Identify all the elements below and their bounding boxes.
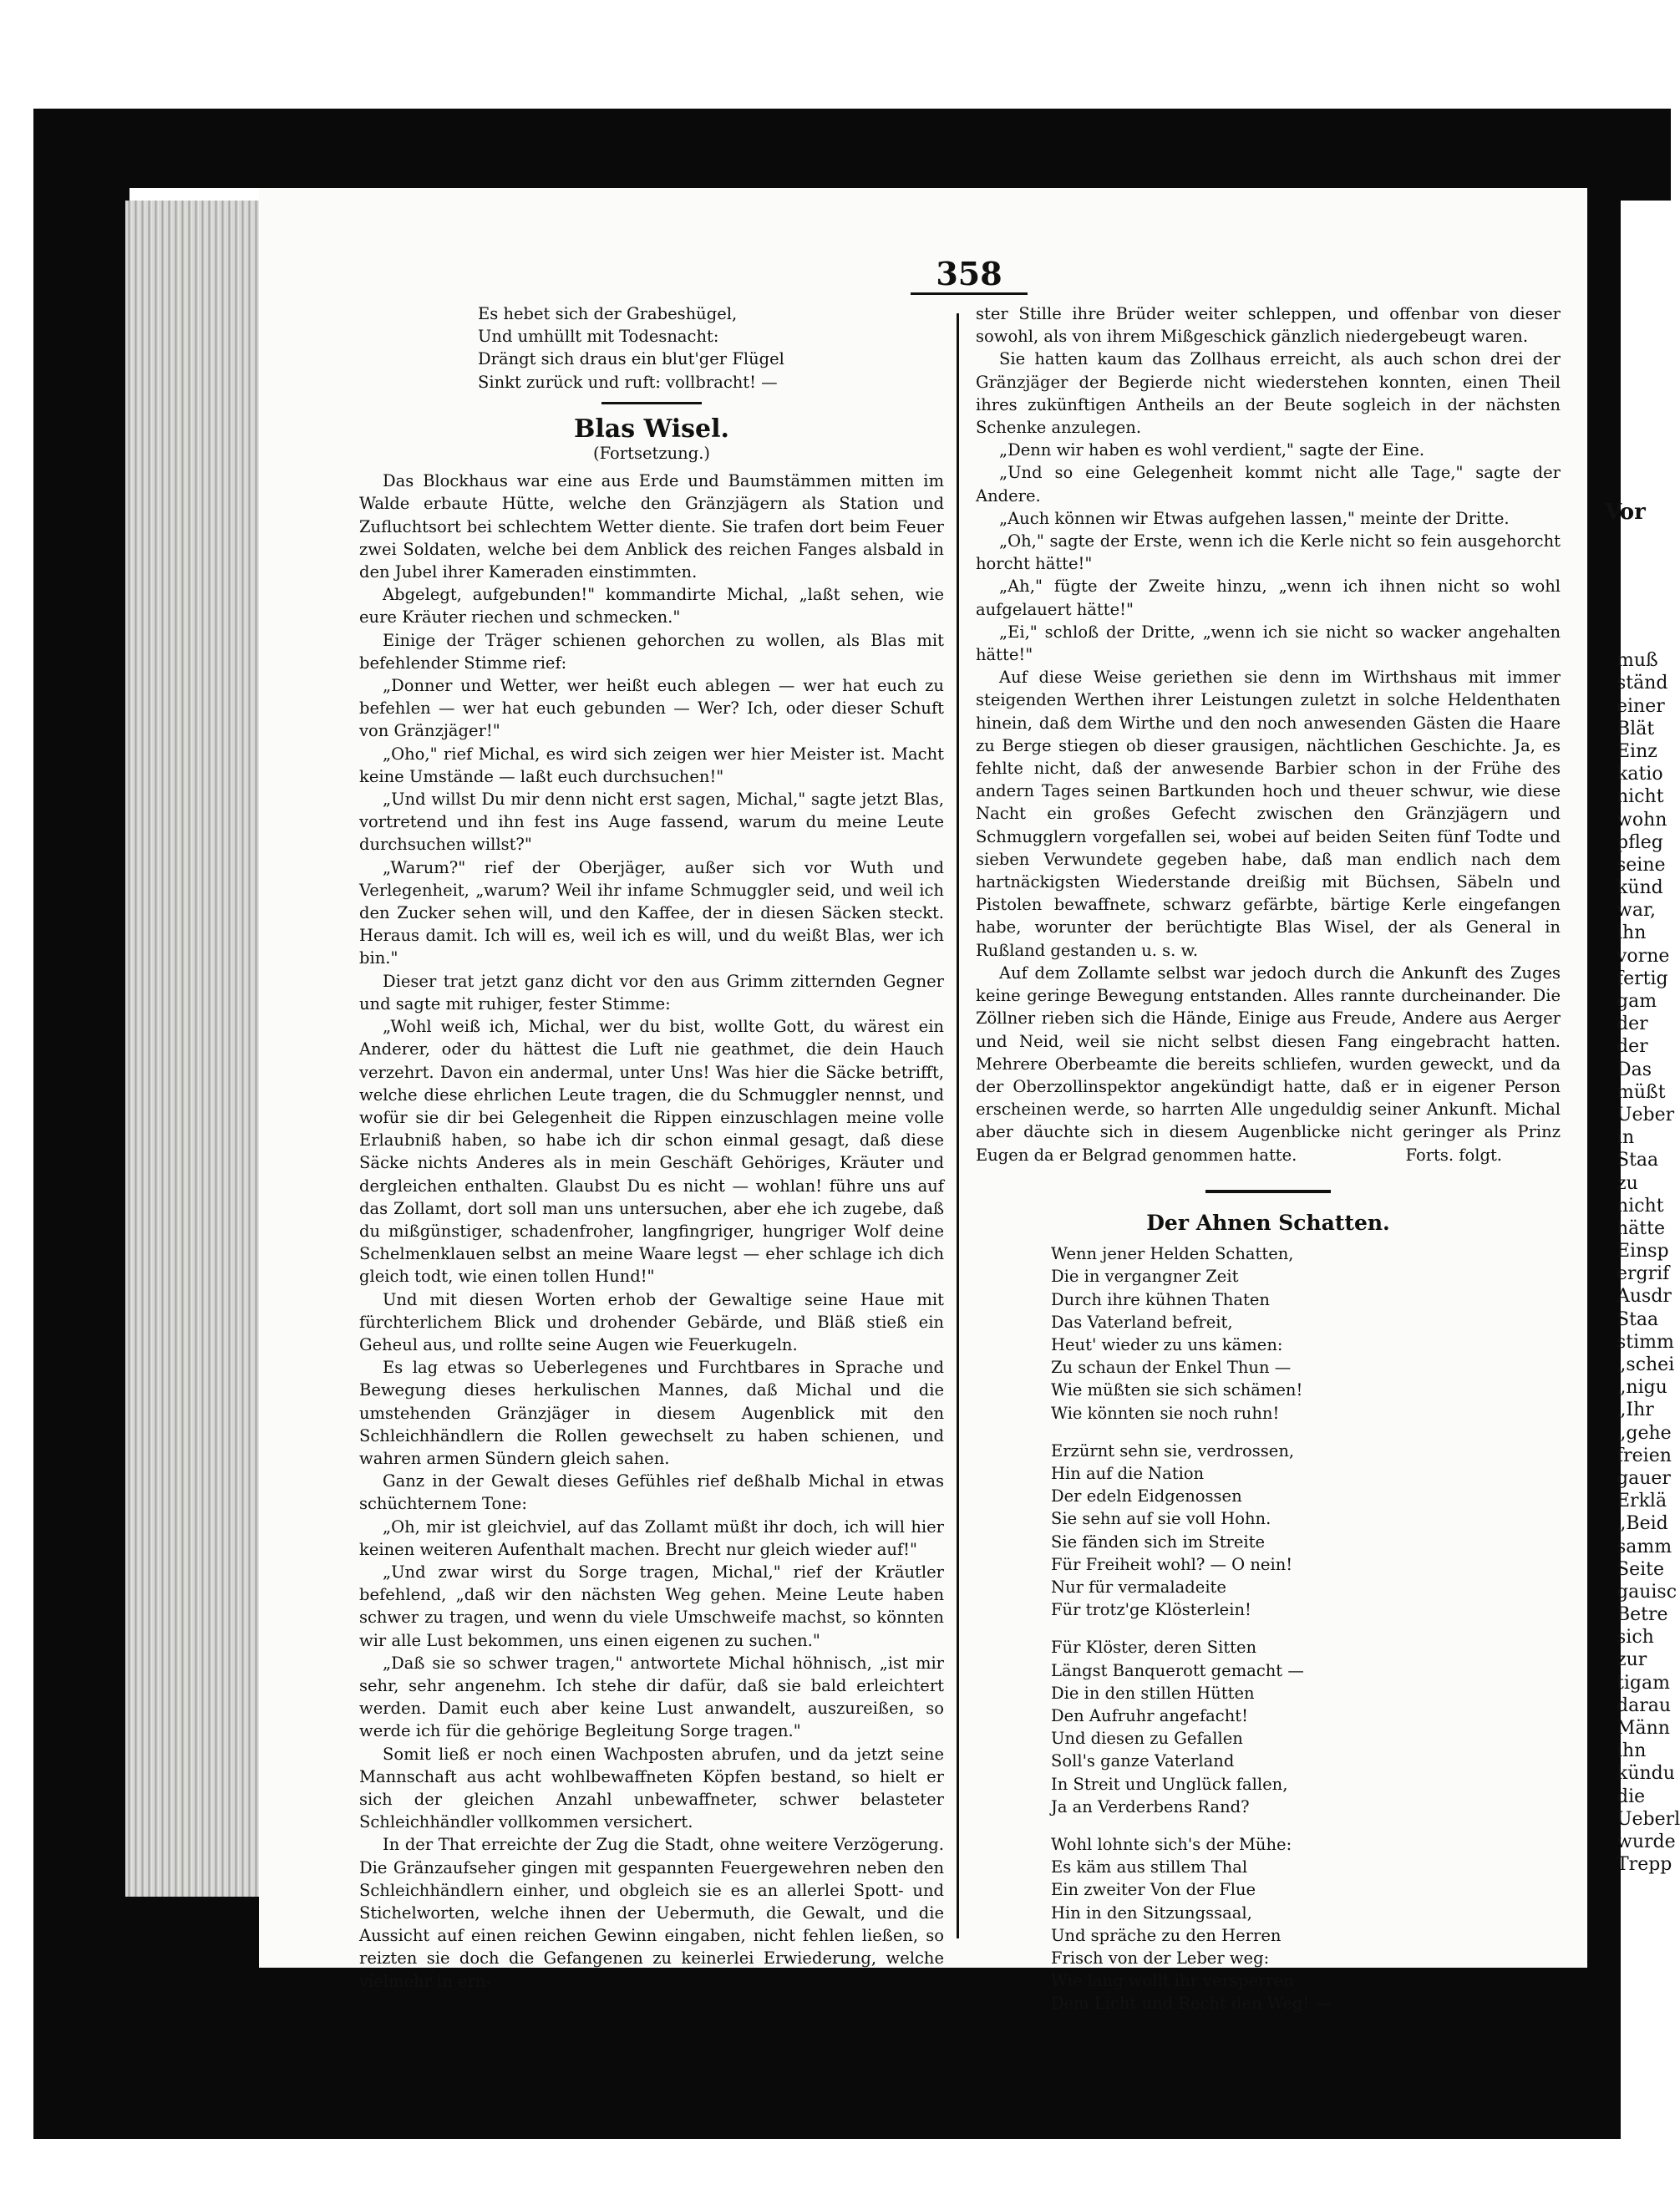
fragment-word: nicht — [1617, 786, 1664, 808]
poem-line: Ein zweiter Von der Flue — [1051, 1880, 1256, 1900]
paragraph: Das Blockhaus war eine aus Erde und Baumstämmen mitten im Walde erbaute Hütte, welche den Gränzjägern als Station und Zufluchtsort bei schlechtem Wetter diente. Sie trafen dort beim Feuer zwei Soldaten, welche bei dem Anblick des reichen Fanges alsbald in den Jubel ihrer Kameraden einstimmten. — [359, 471, 944, 582]
fragment-word: darau — [1617, 1694, 1672, 1716]
poem-line: Es käm aus stillem Thal — [1051, 1857, 1248, 1877]
poem-line: Heut' wieder zu uns kämen: — [1051, 1334, 1283, 1354]
paragraph: Somit ließ er noch einen Wachposten abrufen, und da jetzt seine Mannschaft aus acht wohlbewaffneten Köpfen bestand, so hielt er sich der gleichen Anzahl unbewaffneter, schwer belasteter Schleichhändler vollkommen versichert. — [359, 1744, 944, 1832]
page-number-rule — [911, 292, 1028, 295]
paragraph: „Oho," rief Michal, es wird sich zeigen wer hier Meister ist. Macht keine Umstände — laßt euch durchsuchen!" — [359, 744, 944, 786]
poem-line: Nur für vermaladeite — [1051, 1577, 1226, 1597]
poem-line: Der edeln Eidgenossen — [1051, 1486, 1242, 1506]
paragraph: „Denn wir haben es wohl verdient," sagte der Eine. — [999, 440, 1425, 460]
fragment-word: Ausdr — [1617, 1286, 1672, 1308]
story-continuation: ster Stille ihre Brüder weiter schleppen, und offenbar von dieser sowohl, als von ihrem Mißgeschick gänzlich niedergebeugt waren. — [976, 304, 1561, 347]
poem-line: Ja an Verderbens Rand? — [1051, 1796, 1250, 1816]
fragment-word: ergrif — [1617, 1263, 1670, 1285]
poem-line: Die in den stillen Hütten — [1051, 1683, 1255, 1703]
right-column — [976, 302, 1561, 2030]
fragment-word: „nigu — [1617, 1377, 1667, 1399]
poem-line: Dem Licht und Recht den Weg! — — [1051, 1994, 1331, 2014]
fragment-word: muß — [1617, 650, 1658, 672]
fragment-word: Blät — [1617, 718, 1655, 739]
fragment-word: „Beid — [1617, 1513, 1668, 1535]
fragment-word: katio — [1617, 764, 1663, 785]
scan-top-border — [33, 109, 1671, 188]
story-subtitle: (Fortsetzung.) — [592, 444, 711, 464]
scan-left-border — [33, 109, 129, 2139]
fragment-word: Seite — [1617, 1558, 1664, 1580]
paragraph: In der That erreichte der Zug die Stadt, ohne weitere Verzögerung. Die Gränzaufseher gingen mit gespannten Feuergewehren neben den Schleichhändlern einher, und obgleich sie es an allerlei Spott- und Stichelworten, welche ihnen der Uebermuth, die Gewalt, und die Aussicht auf einen reichen Gewinn eingaben, nicht fehlen ließen, so reizten sie doch die Gefangenen zu keinerlei Erwiederung, welche vielmehr in ern- — [359, 1835, 944, 1991]
paragraph: „Oh, mir ist gleichviel, auf das Zollamt müßt ihr doch, ich will hier keinen weiteren Aufenthalt machen. Brecht nur gleich wieder auf!" — [359, 1517, 944, 1559]
verse-line: Und umhüllt mit Todesnacht: — [478, 327, 719, 347]
paragraph: Auf dem Zollamte selbst war jedoch durch die Ankunft des Zuges keine geringe Bewegung entstanden. Alles rannte durcheinander. Die Zöllner rieben sich die Hände, Einige aus Freude, Andere aus Aerger und Neid, weil sie nicht selbst diesen Fang eingebracht hatten. Mehrere Oberbeamte die bereits schliefen, wurden geweckt, und da der Oberzollinspektor angekündigt hatte, daß er in eigener Person erscheinen werde, so harrten Alle ungeduldig seiner Ankunft. Michal aber däuchte sich in diesem Augenblicke nicht geringer als Prinz Eugen da er Belgrad genommen hatte. — [976, 963, 1561, 1165]
paragraph: „Oh," sagte der Erste, wenn ich die Kerle nicht so fein ausgehorcht horcht hätte!" — [976, 531, 1561, 574]
poem-stanza — [976, 1833, 1561, 2015]
poem-stanza — [976, 1242, 1561, 1425]
fragment-word: war, — [1617, 900, 1657, 922]
poem-line: Hin auf die Nation — [1051, 1463, 1205, 1483]
fragment-word: Staa — [1617, 1150, 1659, 1171]
fragment-word: nicht — [1617, 1195, 1664, 1217]
scan-top-right-corner — [1621, 109, 1671, 201]
fragment-word: hätte — [1617, 1217, 1665, 1239]
fragment-word: Betre — [1617, 1604, 1668, 1626]
verse-line: Drängt sich draus ein blut'ger Flügel — [478, 349, 784, 369]
fragment-word: seine — [1617, 854, 1666, 876]
poem-line: Für trotz'ge Klösterlein! — [1051, 1600, 1251, 1620]
poem-line: Die in vergangner Zeit — [1051, 1267, 1239, 1287]
fragment-word: vorne — [1617, 945, 1670, 967]
poem-line: Das Vaterland befreit, — [1051, 1312, 1233, 1332]
poem-line: Erzürnt sehn sie, verdrossen, — [1051, 1440, 1295, 1461]
fragment-word: fertig — [1617, 968, 1668, 989]
section-separator — [601, 402, 702, 404]
paragraph: „Und so eine Gelegenheit kommt nicht alle Tage," sagte der Andere. — [976, 463, 1561, 506]
fragment-word: zu — [1617, 1172, 1638, 1194]
continued-note: Forts. folgt. — [1405, 1145, 1502, 1165]
paragraph: „Auch können wir Etwas aufgehen lassen," meinte der Dritte. — [999, 508, 1510, 528]
poem-line: Durch ihre kühnen Thaten — [1051, 1289, 1270, 1309]
poem-line: Wie lang wollt ihr versperren — [1051, 1971, 1294, 1991]
poem-line: Wohl lohnte sich's der Mühe: — [1051, 1835, 1292, 1854]
poem-line: Und spräche zu den Herren — [1051, 1925, 1282, 1945]
paragraph: „Warum?" rief der Oberjäger, außer sich vor Wuth und Verlegenheit, „warum? Weil ihr infame Schmuggler seid, und weil ich den Zucker sehen will, und den Kaffee, der in diesen Säcken steckt. Heraus damit. Ich will es, weil ich es will, und du weißt Blas, wer ich bin." — [359, 857, 944, 968]
fragment-word: Staa — [1617, 1308, 1659, 1330]
poem-line: Sie sehn auf sie voll Hohn. — [1051, 1509, 1271, 1529]
fragment-word: in — [1617, 1127, 1635, 1149]
fragment-word: müßt — [1617, 1081, 1666, 1103]
poem-line: Zu schaun der Enkel Thun — — [1051, 1358, 1292, 1378]
poem-line: Für Freiheit wohl? — O nein! — [1051, 1554, 1293, 1574]
poem — [976, 1242, 1561, 2015]
poem-line: Soll's ganze Vaterland — [1051, 1751, 1235, 1771]
fragment-word: Erklä — [1617, 1491, 1667, 1512]
paragraph: Es lag etwas so Ueberlegenes und Furchtbares in Sprache und Bewegung dieses herkulischen Mannes, daß Michal und die umstehenden Gränzjäger in diesem Augenblick mit den Schleichhändlern die Rollen gewechselt zu haben schienen, und wahren armen Sündern gleich sahen. — [359, 1358, 944, 1468]
left-column — [359, 302, 944, 1993]
poem-line: Den Aufruhr angefacht! — [1051, 1705, 1248, 1725]
poem-line: In Streit und Unglück fallen, — [1051, 1774, 1288, 1794]
poem-title: Der Ahnen Schatten. — [1146, 1210, 1390, 1235]
column-divider — [957, 313, 959, 1938]
fragment-word: kündu — [1617, 1763, 1675, 1785]
fragment-word: die — [1617, 1786, 1646, 1807]
poem-line: Wenn jener Helden Schatten, — [1051, 1244, 1294, 1264]
fragment-word: Einz — [1617, 740, 1657, 762]
scan-right-gutter — [1583, 109, 1621, 2139]
story-text-right — [976, 348, 1561, 1166]
fragment-word: pfleg — [1617, 831, 1663, 853]
fragment-word: tigam — [1617, 1672, 1670, 1694]
story-title: Blas Wisel. — [574, 414, 729, 444]
fragment-word: ihn — [1617, 922, 1647, 944]
fragment-word: gauer — [1617, 1467, 1671, 1489]
fragment-word: ständ — [1617, 673, 1668, 694]
fragment-word: künd — [1617, 877, 1663, 899]
poem-line: Wie müßten sie sich schämen! — [1051, 1380, 1303, 1400]
paragraph: Auf diese Weise geriethen sie denn im Wirthshaus mit immer steigenden Werthen ihrer Leistungen zuletzt in solche Heldenthaten hinein, daß dem Wirthe und den noch anwesenden Gästen die Haare zu Berge stiegen ob dieser grausigen, nächtlichen Geschichte. Ja, es fehlte nicht, daß der anwesende Barbier schon in der Frühe des andern Tages seinen Bartkunden hoch und theuer schwur, wie diese Nacht ein großes Gefecht zwischen den Gränzjägern und Schmugglern vorgefallen sei, wobei auf beiden Seiten fünf Todte und sieben Verwundete gegeben habe, daß man endlich nach dem hartnäckigsten Wiederstande dreißig mit Büchsen, Säbeln und Pistolen bewaffnete, schwarz gefärbte, bärtige Kerle eingefangen habe, worunter der berüchtigte Blas Wisel, der als General in Rußland gestanden u. s. w. — [976, 668, 1561, 960]
story-text-left — [359, 470, 944, 1993]
paragraph: „Ei," schloß der Dritte, „wenn ich sie nicht so wacker angehalten hätte!" — [976, 622, 1561, 665]
page-number: 358 — [936, 255, 1002, 292]
poem-stanza — [976, 1440, 1561, 1622]
fragment-word: gam — [1617, 991, 1657, 1012]
fragment-word: Männ — [1617, 1718, 1670, 1739]
fragment-word: stimm — [1617, 1331, 1674, 1353]
fragment-word: wurde — [1617, 1831, 1676, 1852]
poem-line: Sie fänden sich im Streite — [1051, 1532, 1266, 1552]
book-page-edges — [125, 201, 259, 1897]
poem-line: Frisch von der Leber weg: — [1051, 1948, 1270, 1969]
adjacent-page-fragment — [1605, 384, 1680, 2139]
verse-line: Es hebet sich der Grabeshügel, — [478, 304, 738, 323]
fragment-word: Trepp — [1617, 1854, 1672, 1876]
verse-line: Sinkt zurück und ruft: vollbracht! — — [478, 372, 778, 392]
fragment-word: gauisc — [1617, 1581, 1677, 1603]
fragment-word: Einsp — [1617, 1241, 1669, 1262]
paragraph: Dieser trat jetzt ganz dicht vor den aus Grimm zitternden Gegner und sagte mit ruhiger, fester Stimme: — [359, 971, 944, 1014]
poem-line: Wie könnten sie noch ruhn! — [1051, 1403, 1280, 1423]
poem-line: Und diesen zu Gefallen — [1051, 1729, 1243, 1749]
poem-line: Längst Banquerott gemacht — — [1051, 1660, 1304, 1680]
paragraph: „Daß sie so schwer tragen," antwortete Michal höhnisch, „ist mir sehr, sehr angenehm. Ich stehe dir dafür, daß sie bald erleichtert werden. Damit euch aber keine Lust anwandelt, auszureißen, so werde ich für die gehörige Begleitung Sorge tragen." — [359, 1653, 944, 1741]
paragraph: Abgelegt, aufgebunden!" kommandirte Michal, „laßt sehen, wie eure Kräuter riechen und schmecken." — [359, 585, 944, 627]
fragment-word: „schei — [1617, 1354, 1675, 1375]
fragment-word: Vor — [1605, 500, 1646, 525]
paragraph: Sie hatten kaum das Zollhaus erreicht, als auch schon drei der Gränzjäger der Begierde nicht wiederstehen konnten, einen Theil ihres zukünftigen Antheils an der Beute sogleich in der nächsten Schenke anzulegen. — [976, 349, 1561, 438]
paragraph: Ganz in der Gewalt dieses Gefühles rief deßhalb Michal in etwas schüchternem Tone: — [359, 1471, 944, 1514]
opening-verse — [359, 302, 944, 394]
fragment-word: wohn — [1617, 809, 1667, 831]
poem-line: Für Klöster, deren Sitten — [1051, 1638, 1257, 1658]
poem-stanza — [976, 1636, 1561, 1818]
paragraph: „Donner und Wetter, wer heißt euch ablegen — wer hat euch zu befehlen — wer hat euch gebunden — Wer? Ich, oder dieser Schuft von Gränzjäger!" — [359, 676, 944, 741]
paragraph: „Wohl weiß ich, Michal, wer du bist, wollte Gott, du wärest ein Anderer, oder du hättest die Luft nie geathmet, die dein Hauch verzehrt. Davon ein andermal, unter Uns! Was hier die Säcke betrifft, welche diese ehrlichen Leute tragen, die du Schmuggler nennst, und wofür sie dir bei Gelegenheit die Rippen einzuschlagen meine volle Erlaubniß haben, so habe ich dir schon einmal gesagt, daß diese Säcke nichts Anderes als in mein Geschäft Gehöriges, Kräuter und dergleichen enthalten. Glaubst Du es nicht — wohlan! führe uns auf das Zollamt, dort soll man uns untersuchen, aber ehe ich zugebe, daß du mißgünstiger, schadenfroher, langfingriger, hungriger Wolf deine Schelmenklauen selbst an meine Waare legst — eher schlage ich dich gleich todt, wie einen tollen Hund!" — [359, 1017, 944, 1287]
poem-separator — [1205, 1190, 1331, 1193]
fragment-word: einer — [1617, 695, 1665, 717]
fragment-word: ihn — [1617, 1740, 1647, 1762]
fragment-word: samm — [1617, 1536, 1672, 1557]
fragment-word: Ueber — [1617, 1104, 1675, 1125]
fragment-word: Ueberl — [1617, 1808, 1680, 1830]
paragraph: „Ah," fügte der Zweite hinzu, „wenn ich ihnen nicht so wohl aufgelauert hätte!" — [976, 577, 1561, 619]
fragment-word: der — [1617, 1014, 1648, 1035]
fragment-word: zur — [1617, 1649, 1647, 1671]
poem-line: Hin in den Sitzungssaal, — [1051, 1903, 1252, 1923]
paragraph: Und mit diesen Worten erhob der Gewaltige seine Haue mit fürchterlichem Blick und drohender Gebärde, und Bläß stieß ein Geheul aus, und rollte seine Augen wie Feuerkugeln. — [359, 1289, 944, 1354]
fragment-word: der — [1617, 1036, 1648, 1058]
paragraph: Einige der Träger schienen gehorchen zu wollen, als Blas mit befehlender Stimme rief: — [359, 630, 944, 673]
paragraph: „Und willst Du mir denn nicht erst sagen, Michal," sagte jetzt Blas, vortretend und ihn fest ins Auge fassend, warum du meine Leute durchsuchen willst?" — [359, 790, 944, 855]
fragment-word: „gehe — [1617, 1422, 1672, 1444]
fragment-word: sich — [1617, 1627, 1654, 1649]
paragraph: „Und zwar wirst du Sorge tragen, Michal," rief der Kräutler befehlend, „daß wir den nächsten Weg gehen. Meine Leute haben schwer zu tragen, und wenn du viele Umschweife machst, so könnten wir alle Lust bekommen, uns einen eigenen zu suchen." — [359, 1562, 944, 1650]
fragment-word: „Ihr — [1617, 1400, 1654, 1421]
fragment-word: Das — [1617, 1059, 1652, 1080]
fragment-word: freien — [1617, 1445, 1672, 1466]
